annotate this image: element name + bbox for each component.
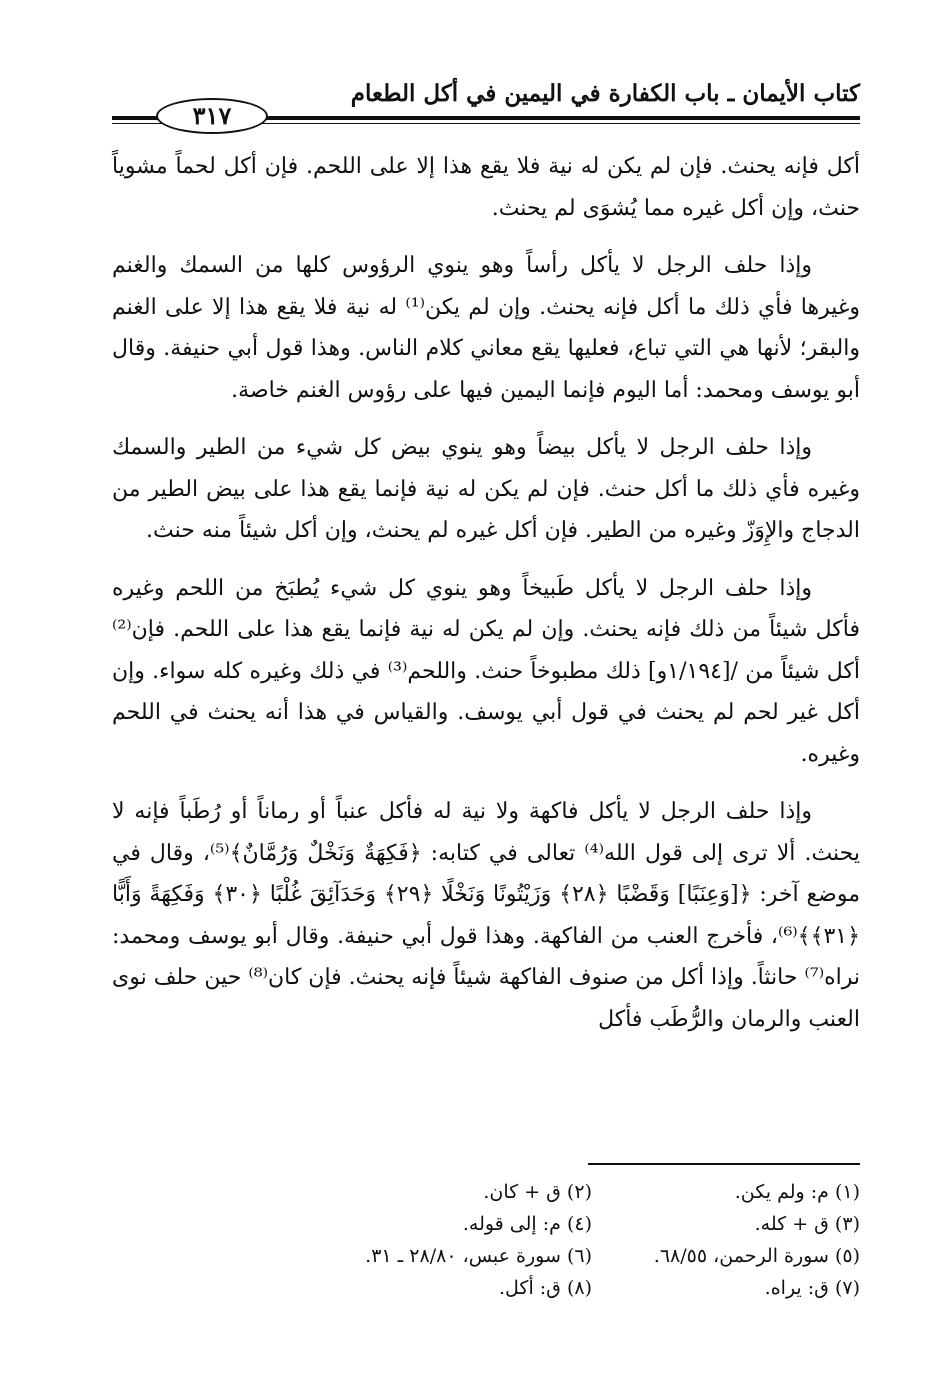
footnote: (٦) سورة عبس، ٢٨/٨٠ ـ ٣١.	[365, 1245, 592, 1267]
footnotes	[330, 1176, 860, 1304]
page-header	[112, 78, 860, 128]
footnote: (٤) م: إلى قوله.	[462, 1213, 592, 1235]
footnote: (٨) ق: أكل.	[498, 1277, 592, 1299]
footnote: (١) م: ولم يكن.	[734, 1181, 860, 1203]
paragraph: وإذا حلف الرجل لا يأكل طَبيخاً وهو ينوي كل شيء يُطبَخ من اللحم وغيره فأكل شيئاً من ذلك فإنه يحنث. وإن لم يكن له نية فإنما يقع هذا على اللحم. فإن⁽²⁾ أكل شيئاً من /[١/١٩٤و] ذلك مطبوخاً حنث. واللحم⁽³⁾ في ذلك وغيره كله سواء. وإن أكل غير لحم لم يحنث في قول أبي يوسف. والقياس في هذا أنه يحنث في اللحم وغيره.	[112, 575, 861, 767]
paragraph: وإذا حلف الرجل لا يأكل بيضاً وهو ينوي بيض كل شيء من الطير والسمك وغيره فأي ذلك ما أكل حنث. فإن لم يكن له نية فإنما يقع هذا على بيض الطير من الدجاج والإِوَزّ وغيره من الطير. فإن أكل غيره لم يحنث، وإن أكل شيئاً منه حنث.	[112, 435, 860, 543]
paragraph: وإذا حلف الرجل لا يأكل فاكهة ولا نية له فأكل عنباً أو رماناً أو رُطَباً فإنه لا يحنث. ألا ترى إلى قول الله⁽⁴⁾ تعالى في كتابه: ﴿فَكِهَةٌ وَنَخْلٌ وَرُمَّانٌ﴾⁽⁵⁾، وقال في موضع آخر: ﴿[وَعِنَبًا] وَقَضْبًا ﴿٢٨﴾ وَزَيْتُونًا وَنَخْلًا ﴿٢٩﴾ وَحَدَآئِقَ غُلْبًا ﴿٣٠﴾ وَفَكِهَةً وَأَبًّا ﴿٣١﴾﴾⁽⁶⁾، فأخرج العنب من الفاكهة. وهذا قول أبي حنيفة. وقال أبو يوسف ومحمد: نراه⁽⁷⁾ حانثاً. وإذا أكل من صنوف الفاكهة شيئاً فإنه يحنث. فإن كان⁽⁸⁾ حين حلف نوى العنب والرمان والرُّطَب فأكل	[112, 799, 861, 1032]
footnote: (٧) ق: يراه.	[764, 1277, 860, 1299]
paragraph: أكل فإنه يحنث. فإن لم يكن له نية فلا يقع هذا إلا على اللحم. فإن أكل لحماً مشوياً حنث، وإن أكل غيره مما يُشوَى لم يحنث.	[112, 154, 860, 221]
footnotes-separator	[588, 1163, 860, 1165]
page-number: ٣١٧	[156, 98, 268, 134]
footnote: (٣) ق + كله.	[754, 1213, 860, 1235]
footnote: (٢) ق + كان.	[483, 1181, 592, 1203]
main-text	[112, 146, 860, 1056]
footnote: (٥) سورة الرحمن، ٦٨/٥٥.	[653, 1245, 860, 1267]
running-title: كتاب الأيمان ـ باب الكفارة في اليمين في أكل الطعام	[350, 80, 860, 107]
paragraph: وإذا حلف الرجل لا يأكل رأساً وهو ينوي الرؤوس كلها من السمك والغنم وغيرها فأي ذلك ما أكل فإنه يحنث. وإن لم يكن⁽¹⁾ له نية فلا يقع هذا إلا على الغنم والبقر؛ لأنها هي التي تباع، فعليها يقع معاني كلام الناس. وهذا قول أبي حنيفة. وقال أبو يوسف ومحمد: أما اليوم فإنما اليمين فيها على رؤوس الغنم خاصة.	[112, 253, 860, 403]
